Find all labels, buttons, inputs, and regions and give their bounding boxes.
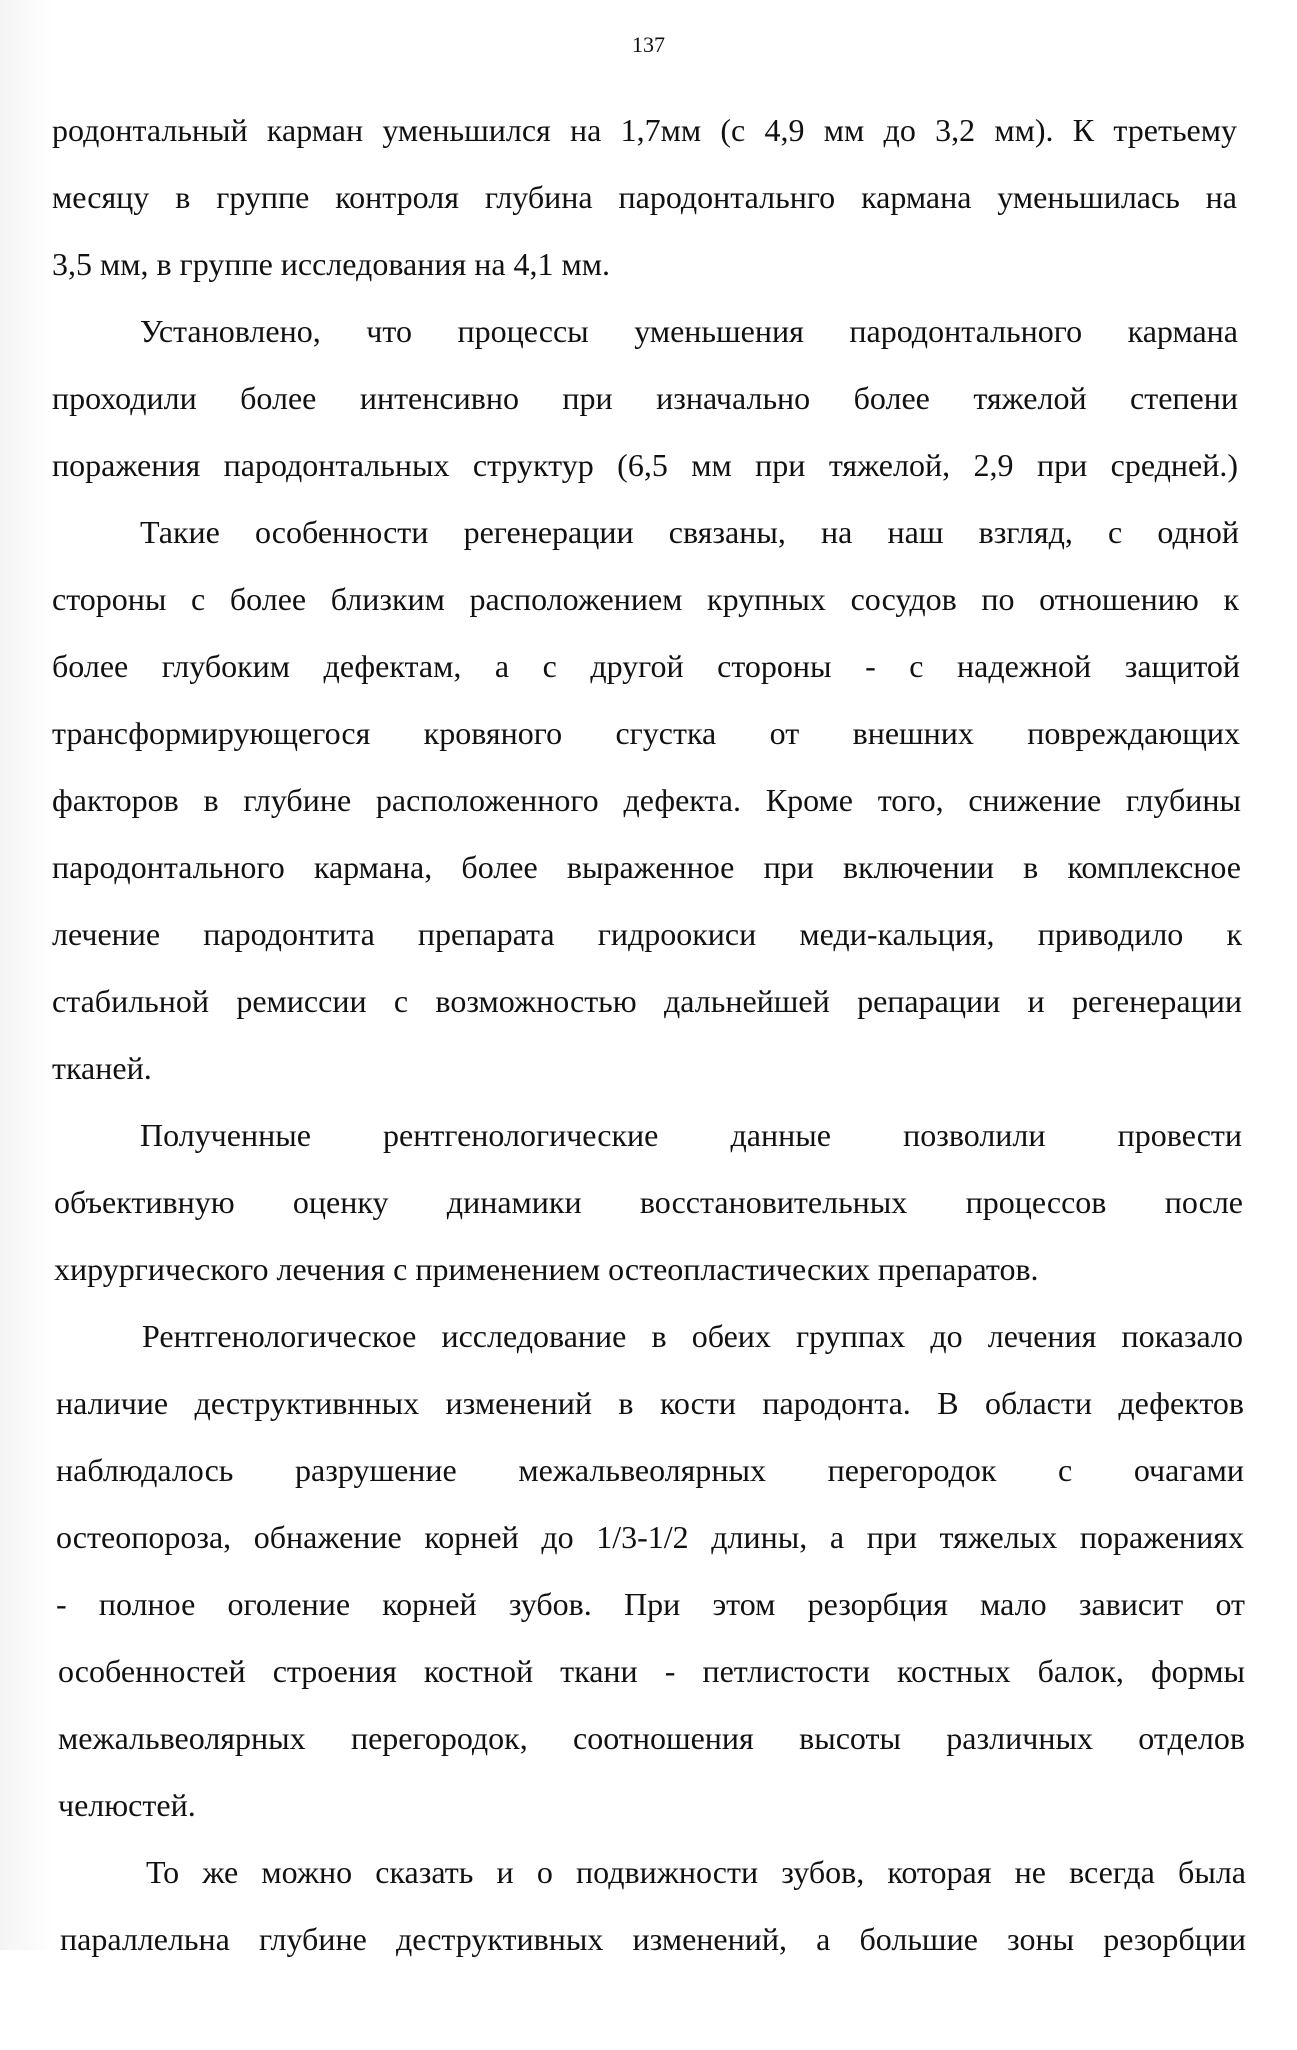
text-line: родонтальный карман уменьшился на 1,7мм (с 4,9 мм до 3,2 мм). К третьему <box>52 112 1237 148</box>
text-line: наличие деструктивнных изменений в кости пародонта. В области дефектов <box>56 1385 1244 1421</box>
scan-shadow <box>0 0 52 1950</box>
page-number: 137 <box>632 32 665 57</box>
text-line: То же можно сказать и о подвижности зубов, которая не всегда была <box>146 1854 1246 1890</box>
text-line: объективную оценку динамики восстановительных процессов после <box>54 1184 1243 1220</box>
text-line: проходили более интенсивно при изначально более тяжелой степени <box>52 380 1238 416</box>
text-line: трансформирующегося кровяного сгустка от внешних повреждающих <box>52 715 1240 751</box>
text-line: стабильной ремиссии с возможностью дальнейшей репарации и регенерации <box>52 983 1242 1019</box>
text-line: 3,5 мм, в группе исследования на 4,1 мм. <box>52 246 611 282</box>
text-line: месяцу в группе контроля глубина пародонтальнго кармана уменьшилась на <box>52 179 1237 215</box>
text-line: Такие особенности регенерации связаны, на наш взгляд, с одной <box>140 514 1239 550</box>
text-line: параллельна глубине деструктивных изменений, а большие зоны резорбции <box>60 1921 1246 1957</box>
text-line: поражения пародонтальных структур (6,5 мм при тяжелой, 2,9 при средней.) <box>52 447 1238 483</box>
text-line: особенностей строения костной ткани - петлистости костных балок, формы <box>58 1653 1245 1689</box>
text-line: более глубоким дефектам, а с другой стороны - с надежной защитой <box>52 648 1240 684</box>
text-line: тканей. <box>52 1050 152 1086</box>
text-line: пародонтального кармана, более выраженное при включении в комплексное <box>52 849 1241 885</box>
text-line: челюстей. <box>58 1787 196 1823</box>
text-line: хирургического лечения с применением остеопластических препаратов. <box>54 1251 1039 1287</box>
text-line: лечение пародонтита препарата гидроокиси меди-кальция, приводило к <box>52 916 1242 952</box>
text-line: наблюдалось разрушение межальвеолярных перегородок с очагами <box>56 1452 1244 1488</box>
text-line: стороны с более близким расположением крупных сосудов по отношению к <box>52 581 1239 617</box>
text-line: остеопороза, обнажение корней до 1/3-1/2 длины, а при тяжелых поражениях <box>56 1519 1244 1555</box>
text-line: - полное оголение корней зубов. При этом резорбция мало зависит от <box>56 1586 1245 1622</box>
text-line: факторов в глубине расположенного дефекта. Кроме того, снижение глубины <box>52 782 1241 818</box>
text-line: межальвеолярных перегородок, соотношения высоты различных отделов <box>58 1720 1245 1756</box>
text-line: Рентгенологическое исследование в обеих группах до лечения показало <box>142 1318 1243 1354</box>
text-line: Полученные рентгенологические данные позволили провести <box>140 1117 1242 1153</box>
text-line: Установлено, что процессы уменьшения пародонтального кармана <box>140 313 1238 349</box>
